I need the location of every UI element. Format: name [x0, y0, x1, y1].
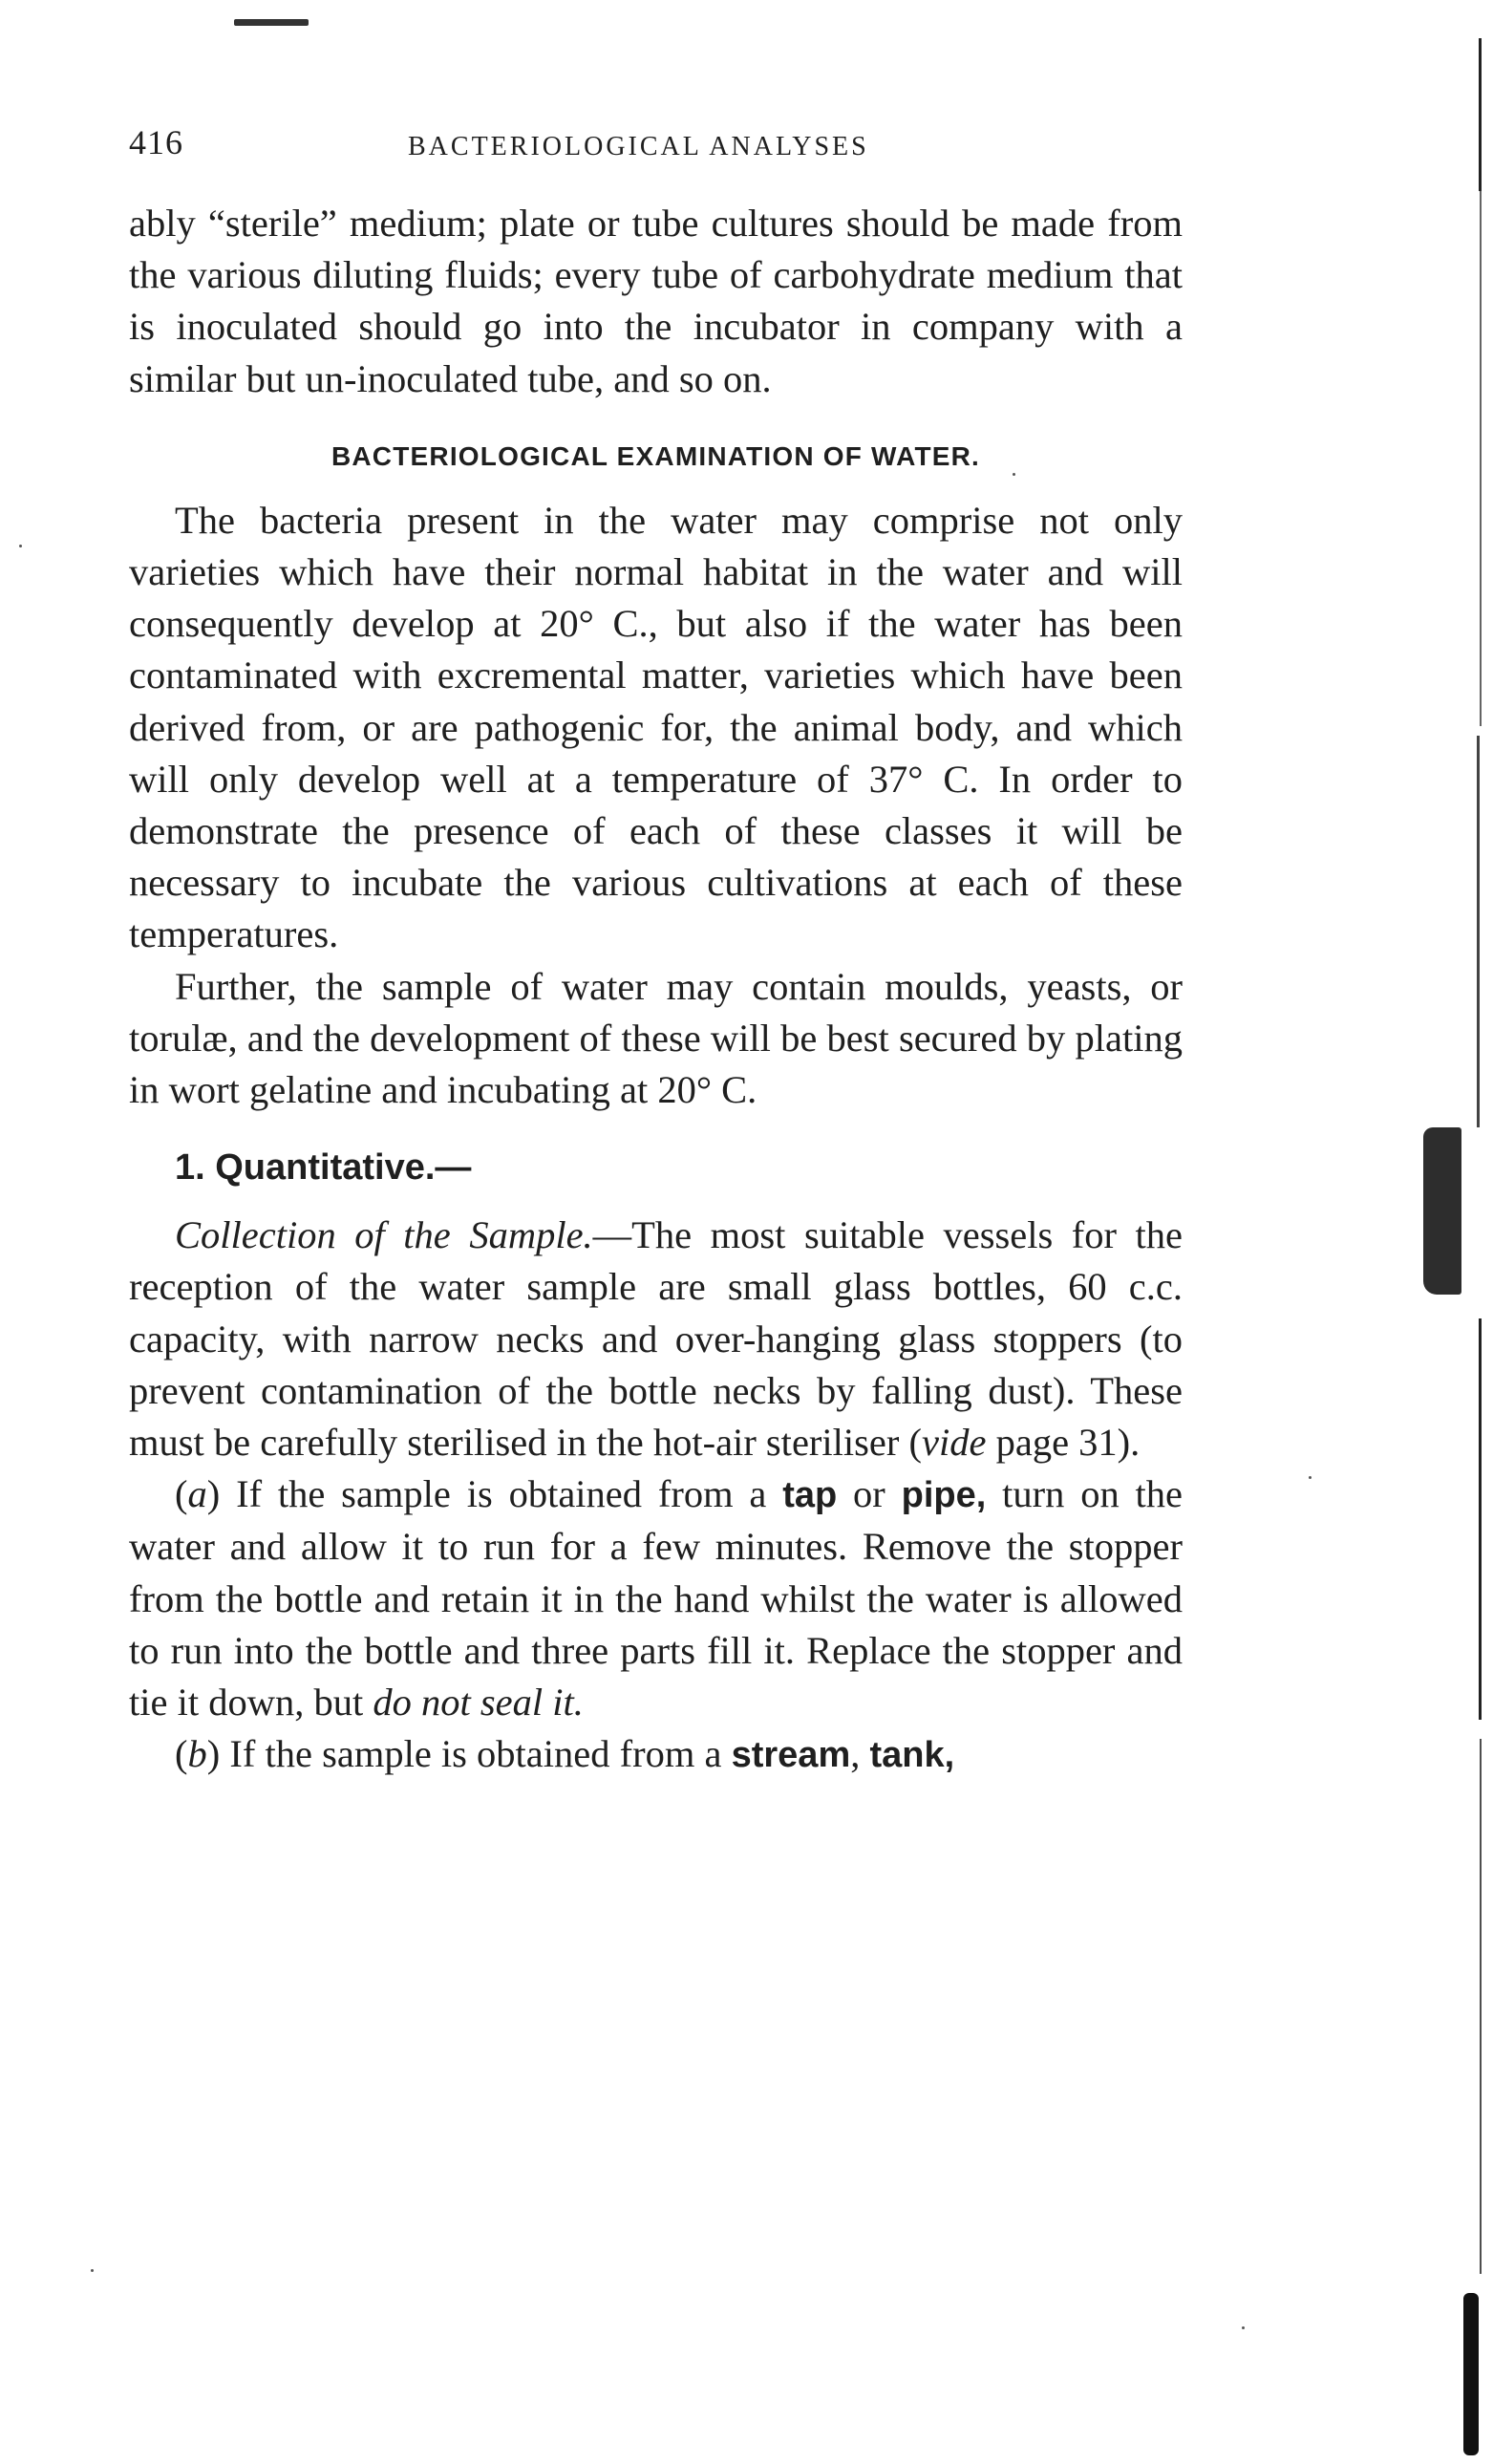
- scan-speck: [1309, 1476, 1312, 1479]
- text-span: If the sample is obtained from a: [220, 1472, 783, 1516]
- text-span: page 31).: [986, 1421, 1141, 1465]
- paragraph-continuation: ably “sterile” medium; plate or tube cultures should be made from the various diluting fluids; every tube of carbohydrate medium that is inoculated should go into the incubator in company with a similar but un-inoculated tube, and so on.: [129, 202, 1183, 400]
- scan-edge-blot: [1423, 1127, 1461, 1295]
- scan-edge-line: [1480, 191, 1482, 726]
- scan-speck: [1013, 473, 1015, 476]
- label-open: (: [175, 1472, 188, 1516]
- label-letter: b: [187, 1732, 207, 1776]
- label-close: ): [206, 1472, 221, 1516]
- bold-term: tap: [782, 1475, 838, 1516]
- italic-lead: Collection of the Sample.: [175, 1213, 593, 1257]
- text-span: ,: [850, 1732, 870, 1776]
- scan-edge-blot: [1463, 2293, 1479, 2455]
- paragraph-collection: [129, 1210, 1183, 1468]
- label-letter: a: [187, 1472, 207, 1516]
- body-text: [129, 198, 1183, 1781]
- italic-vide: vide: [922, 1421, 987, 1465]
- page-header: [129, 122, 1189, 170]
- bold-term: stream: [731, 1735, 851, 1776]
- subsection-heading: 1. Quantitative.—: [175, 1147, 472, 1189]
- scan-artifact-mark: [234, 19, 309, 26]
- text-span: turn on the water and allow it to run for a few minutes. Remove the stopper from the bottle and retain it in the hand whilst the water is allowed to run into the bottle and three parts fill it. Replace the stopper and tie it down, but: [129, 1472, 1184, 1725]
- text-span: or: [837, 1472, 902, 1516]
- paragraph-moulds: Further, the sample of water may contain moulds, yeasts, or torulæ, and the development of these will be best secured by plating in wort gelatine and incubating at 20° C.: [129, 964, 1183, 1112]
- section-heading: BACTERIOLOGICAL EXAMINATION OF WATER.: [331, 440, 981, 471]
- text-span: If the sample is obtained from a: [220, 1732, 732, 1776]
- scan-edge-line: [1480, 1739, 1482, 2274]
- label-open: (: [175, 1732, 188, 1776]
- scan-edge-line: [1477, 736, 1480, 1127]
- paragraph-stream: [129, 1728, 1183, 1781]
- scan-edge-line: [1479, 38, 1482, 191]
- bold-term: pipe,: [901, 1475, 987, 1516]
- paragraph-bacteria: The bacteria present in the water may comprise not only varieties which have their normal habitat in the water and will consequently develop at 20° C., but also if the water has been contaminated with excremental matter, varieties which have been derived from, or are pathogenic for, the animal body, and which will only develop well at a temperature of 37° C. In order to demonstrate the presence of each of these classes it will be necessary to incubate the various cultivations at each of these temperatures.: [129, 498, 1183, 956]
- label-close: ): [206, 1732, 221, 1776]
- scan-speck: [1242, 2326, 1245, 2329]
- running-head: BACTERIOLOGICAL ANALYSES: [408, 132, 869, 161]
- page-number: 416: [129, 123, 183, 161]
- paragraph-tap: [129, 1468, 1183, 1728]
- italic-end: do not seal it.: [373, 1681, 584, 1725]
- text-span: —The most suitable vessels for the reception of the water sample are small glass bottles, 60 c.c. capacity, with narrow necks and over-hanging glass stoppers (to prevent contamination of the bottle necks by falling dust). These must be carefully sterilised in the hot-air steriliser (: [129, 1213, 1183, 1465]
- bold-term: tank,: [869, 1735, 955, 1776]
- scan-speck: [91, 2269, 94, 2272]
- scan-edge-line: [1479, 1318, 1482, 1720]
- scan-speck: [19, 545, 22, 547]
